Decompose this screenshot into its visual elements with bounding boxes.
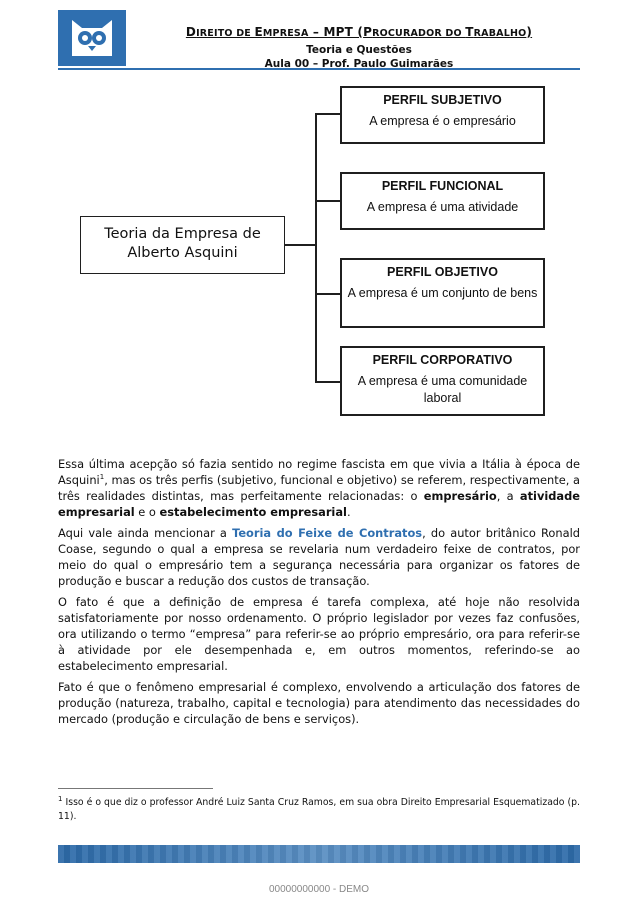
footnote-divider: [58, 788, 213, 789]
text-run: , mas os três perfis (subjetivo, funcional e objetivo) se referem, respectivamente, a três realidades distintas, mas perfeitamente relacionadas: o: [58, 473, 580, 503]
title-part: E: [254, 25, 263, 39]
asquini-diagram: [0, 0, 638, 430]
paragraph-4: Fato é que o fenômeno empresarial é complexo, envolvendo a articulação dos fatores de produção (natureza, trabalho, capital e tecnologia) para atendimento das necessidades do mercado (produção e circulação de bens e serviços).: [58, 680, 580, 726]
leaf-perfil-corporativo: [340, 346, 545, 416]
bold-term: estabelecimento empresarial: [159, 505, 347, 519]
leaf-desc: A empresa é um conjunto de bens: [347, 286, 538, 300]
paragraph-1: [58, 456, 580, 520]
body-text: [58, 456, 580, 732]
text-run: Essa última acepção só fazia sentido no regime fascista em que vivia a Itália à época de Asquini: [58, 457, 580, 487]
paragraph-3: O fato é que a definição de empresa é tarefa complexa, até hoje não resolvida satisfatoriamente por nosso ordenamento. O próprio legislador por vezes faz confusões, ora utilizando o termo “empresa” para referir-se ao próprio empresário, ora para referir-se à atividade por ele desempenhada e, em outros momentos, referindo-se ao estabelecimento empresarial.: [58, 595, 580, 673]
highlight-term: Teoria do Feixe de Contratos: [232, 526, 423, 540]
paragraph-2: [58, 525, 580, 589]
leaf-perfil-objetivo: [340, 258, 545, 328]
title-part: ): [526, 25, 533, 39]
leaf-title: PERFIL FUNCIONAL: [381, 179, 504, 193]
footnote: [58, 796, 580, 824]
text-run: e o: [134, 505, 160, 519]
connector-vertical: [315, 113, 317, 382]
title-part: D: [185, 25, 197, 39]
diagram-root-box: Teoria da Empresa de Alberto Asquini: [80, 216, 285, 274]
connector-leaf-2: [315, 200, 340, 202]
leaf-title: PERFIL SUBJETIVO: [383, 93, 502, 107]
leaf-desc: A empresa é o empresário: [369, 114, 516, 128]
connector-leaf-3: [315, 293, 340, 295]
leaf-title: PERFIL CORPORATIVO: [372, 353, 513, 367]
bold-term: atividade empresarial: [58, 489, 580, 519]
connector-leaf-4: [315, 381, 340, 383]
footnote-ref[interactable]: 1: [99, 473, 105, 482]
text-run: , do autor britânico Ronald Coase, segundo o qual a empresa se revelaria num verdadeiro feixe de contratos, por meio do qual o empresário tem a segurança necessária para organizar os fatores de produção e buscar a redução dos custos de transação.: [58, 526, 580, 588]
title-part: IREITO DE: [196, 28, 255, 39]
text-run: Aqui vale ainda mencionar a: [58, 526, 233, 540]
leaf-title: PERFIL OBJETIVO: [387, 265, 498, 279]
footer-band-texture: [58, 845, 580, 863]
title-part: ROCURADOR DO: [372, 28, 466, 39]
title-part: P: [363, 25, 373, 39]
leaf-perfil-subjetivo: [340, 86, 545, 144]
title-part: T: [465, 25, 474, 39]
connector-root: [285, 244, 316, 246]
demo-watermark: 00000000000 - DEMO: [268, 884, 370, 895]
leaf-perfil-funcional: [340, 172, 545, 230]
title-part: MPRESA: [262, 28, 309, 39]
title-part: RABALHO: [473, 28, 527, 39]
footnote-text: Isso é o que diz o professor André Luiz Santa Cruz Ramos, em sua obra Direito Empresarial Esquematizado (p. 11).: [58, 797, 580, 822]
connector-leaf-1: [315, 113, 340, 115]
subtitle-line-2: Aula 00 – Prof. Paulo Guimarães: [264, 58, 454, 70]
leaf-desc: A empresa é uma comunidade laboral: [357, 374, 528, 405]
footnote-number: 1: [58, 794, 63, 803]
subtitle-line-1: Teoria e Questões: [306, 44, 412, 56]
text-run: , a: [496, 489, 520, 503]
title-part: – MPT (: [308, 25, 364, 39]
bold-term: empresário: [423, 489, 497, 503]
leaf-desc: A empresa é uma atividade: [366, 200, 519, 214]
text-run: .: [346, 505, 351, 519]
